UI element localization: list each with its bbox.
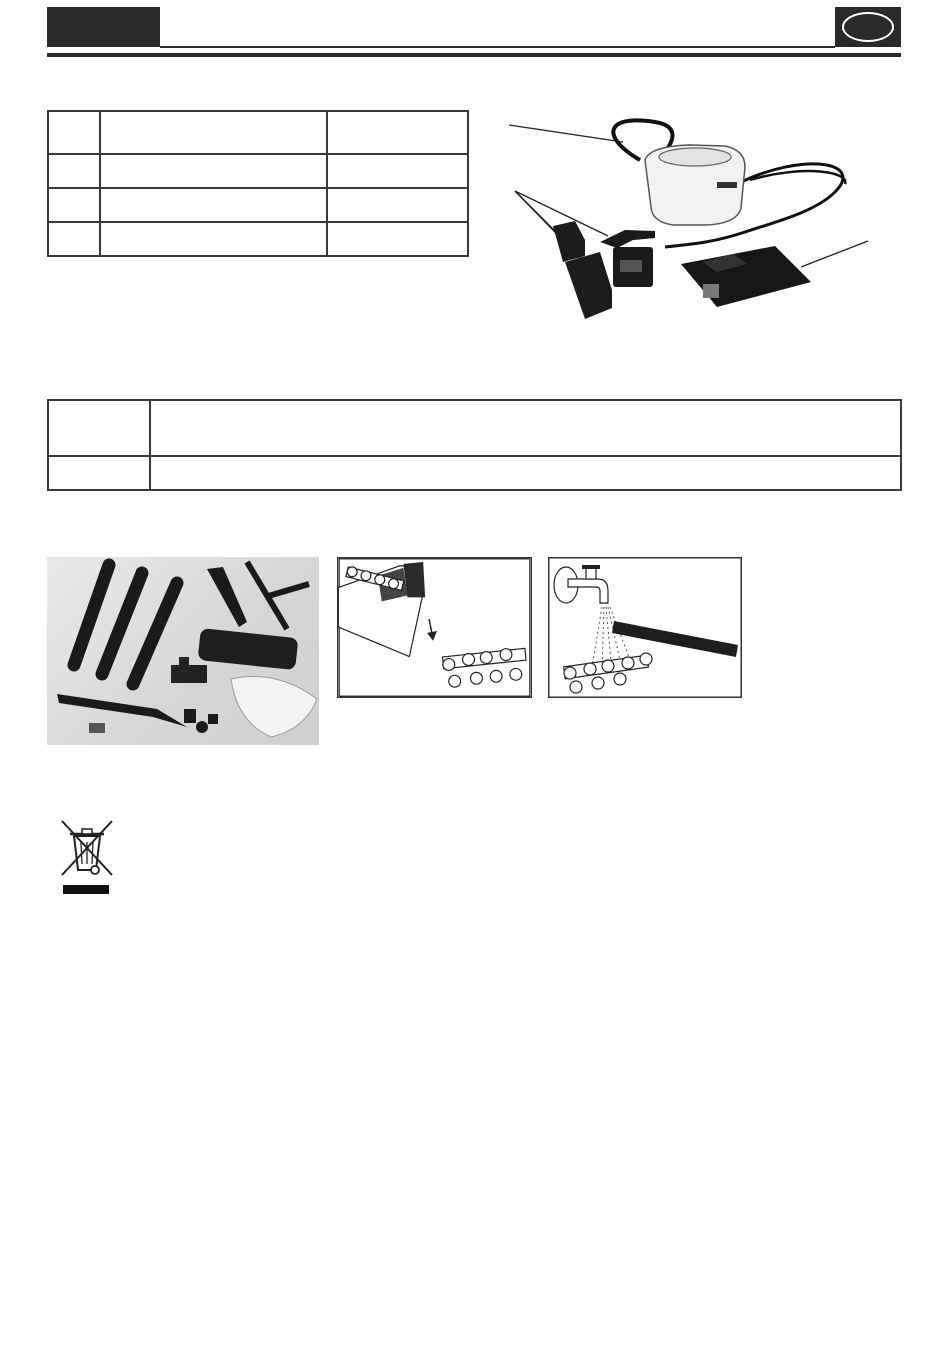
table-cell [327,154,468,188]
table-cell [48,400,150,456]
table-row [48,154,468,188]
table-cell [327,188,468,222]
header-divider-thin [160,46,835,48]
header-divider-thick [47,53,901,57]
accessories-illustration [47,557,319,745]
table-cell [48,111,100,154]
specifications-table [47,110,469,257]
table-cell [48,456,150,490]
table-cell [100,188,327,222]
table-row [48,456,901,490]
table-cell [48,154,100,188]
steam-cleaner-diagram [505,112,873,324]
brush-strip-insertion-diagram [337,557,532,698]
accessories-photo [47,557,319,745]
table-cell [100,222,327,256]
table-row [48,188,468,222]
table-cell [327,111,468,154]
brush-rinsing-diagram [548,557,742,698]
table-cell [150,456,901,490]
table-cell [48,222,100,256]
table-row [48,400,901,456]
crossed-out-wheelie-bin-icon [60,818,114,896]
language-oval-icon [842,12,894,42]
table-cell [100,111,327,154]
header-left-tab [47,7,160,47]
table-row [48,222,468,256]
table-row [48,111,468,154]
table-cell [327,222,468,256]
table-cell [100,154,327,188]
notes-table [47,399,902,491]
table-cell [150,400,901,456]
table-cell [48,188,100,222]
